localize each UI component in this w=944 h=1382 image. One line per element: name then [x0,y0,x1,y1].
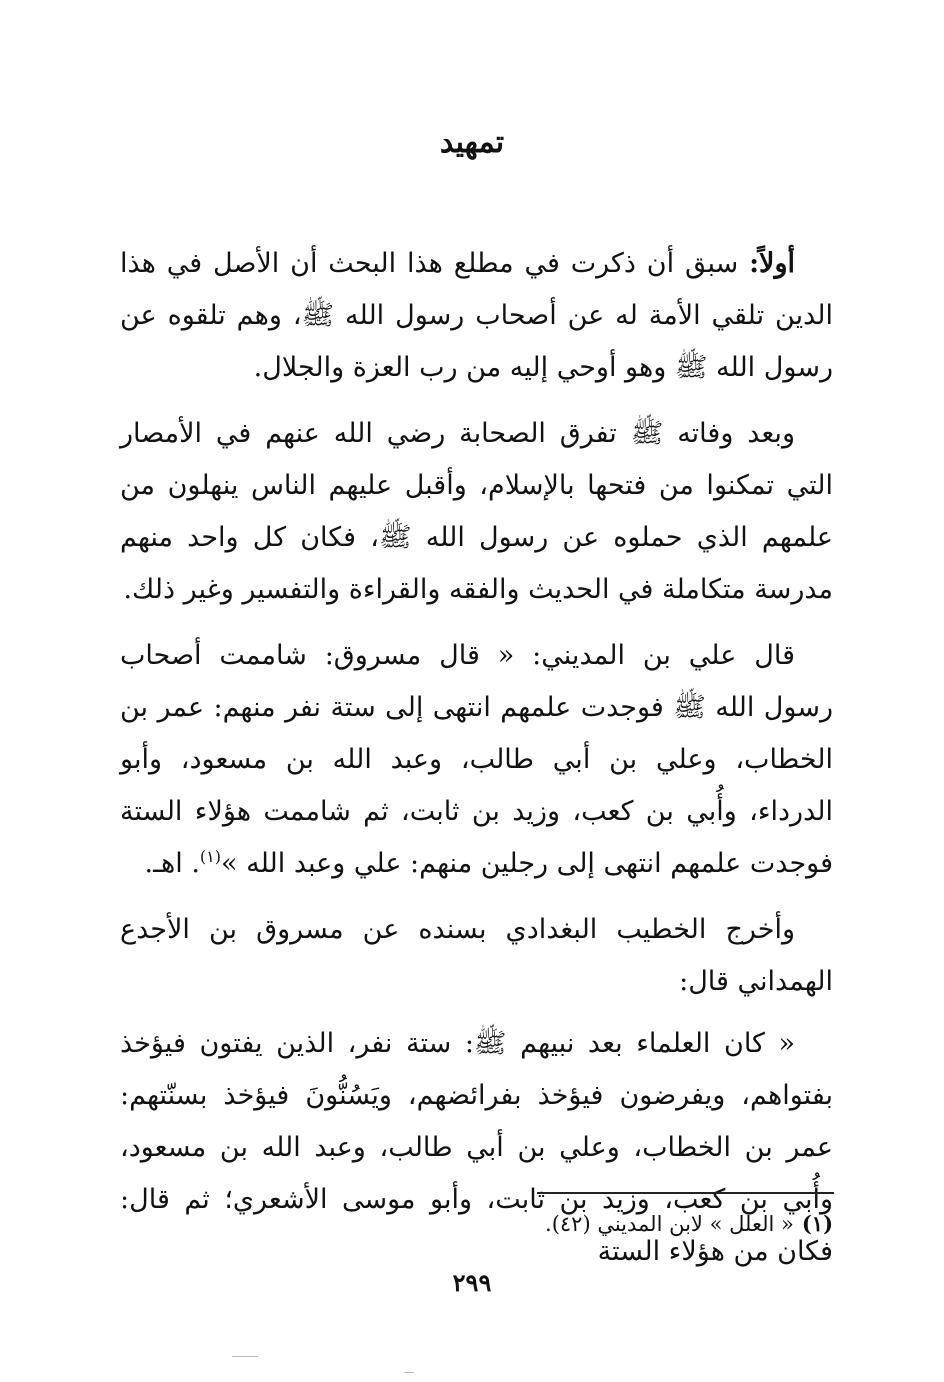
body-text [120,238,833,1292]
paragraph-4 [120,904,833,1008]
footnote-text: « العلل » لابن المديني (٤٢). [545,1212,794,1236]
paragraph-tail: . اهـ. [144,848,200,879]
footnote-divider [537,1192,834,1194]
footnote-number: (١) [801,1211,833,1236]
paragraph-text: قال علي بن المديني: « قال مسروق: شاممت أصحاب رسول الله ﷺ فوجدت علمهم انتهى إلى ستة نفر منهم: عمر بن الخطاب، وعلي بن أبي طالب، وعبد الله بن مسعود، وأبو الدرداء، وأُبي بن كعب، وزيد بن ثابت، ثم شاممت هؤلاء الستة فوجدت علمهم انتهى إلى رجلين منهم: علي وعبد الله » [120,640,833,879]
page-title: تمهيد [439,125,505,160]
paragraph-2 [120,408,833,616]
scan-speck [404,1372,414,1373]
paragraph-text: « كان العلماء بعد نبيهم ﷺ: ستة نفر، الذين يفتون فيؤخذ بفتواهم، ويفرضون فيؤخذ بفرائضهم، ويَسُنُّونَ فيؤخذ بسنّتهم: عمر بن الخطاب، وعلي بن أبي طالب، وعبد الله بن مسعود، وأُبي بن كعب، وزيد بن ثابت، وأبو موسى الأشعري؛ ثم قال: فكان من هؤلاء الستة [120,1028,833,1267]
paragraph-text: سبق أن ذكرت في مطلع هذا البحث أن الأصل في هذا الدين تلقي الأمة له عن أصحاب رسول الله ﷺ، وهم تلقوه عن رسول الله ﷺ وهو أوحي إليه من رب العزة والجلال. [120,248,833,383]
footnote-1 [300,1208,833,1240]
scan-speck [232,1356,258,1357]
paragraph-3 [120,630,833,890]
page-number: ٢٩٩ [452,1268,492,1297]
paragraph-text: وبعد وفاته ﷺ تفرق الصحابة رضي الله عنهم في الأمصار التي تمكنوا من فتحها بالإسلام، وأقبل عليهم الناس ينهلون من علمهم الذي حملوه عن رسول الله ﷺ، فكان كل واحد منهم مدرسة متكاملة في الحديث والفقه والقراءة والتفسير وغير ذلك. [120,418,833,605]
footnote-reference[interactable]: (١) [199,847,222,866]
paragraph-text: وأخرج الخطيب البغدادي بسنده عن مسروق بن الأجدع الهمداني قال: [120,914,833,997]
paragraph-lead: أولاً: [749,248,795,279]
paragraph-1 [120,238,833,394]
